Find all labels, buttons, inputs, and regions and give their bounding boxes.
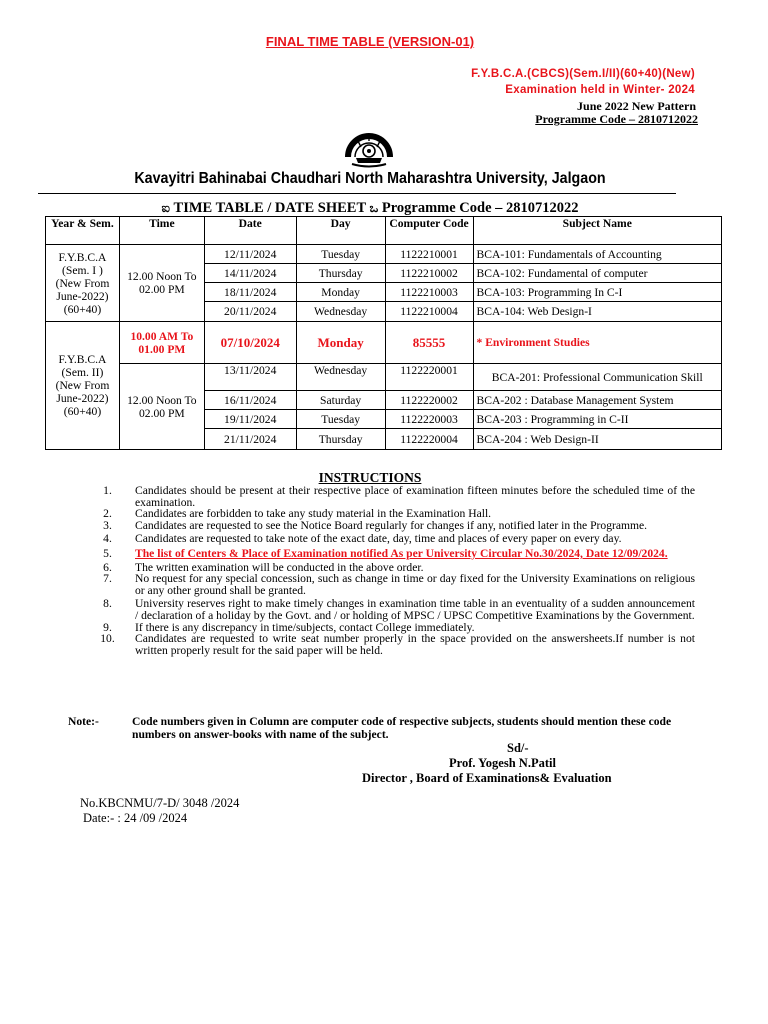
date-cell: 13/11/2024	[204, 364, 296, 391]
code-cell: 1122220002	[385, 391, 473, 410]
signatory-name: Prof. Yogesh N.Patil	[449, 756, 556, 770]
item-text: Candidates are requested to write seat number properly in the space provided on the answersheets.If number is not written properly result for the said paper will be held.	[135, 632, 695, 657]
list-item	[80, 598, 695, 621]
code-cell: 85555	[385, 322, 473, 364]
item-number: 2.	[103, 507, 112, 521]
item-text: No request for any special concession, such as change in time or day fixed for the University Examinations on religious or any other ground shall be granted.	[135, 572, 695, 597]
programme-code-line: Programme Code – 2810712022	[535, 112, 698, 126]
year-sem-cell: F.Y.B.C.A (Sem. I ) (New From June-2022) (60+40)	[46, 245, 120, 322]
col-header: Subject Name	[473, 217, 722, 245]
item-text: University reserves right to make timely changes in examination time table in an eventuality of a sudden announcement / declaration of a holiday by the Govt. and / or holding of MPSC / UPSC Competitive Examinations by the Government.	[135, 597, 695, 622]
header-divider	[38, 193, 676, 194]
table-row	[46, 245, 722, 264]
pattern-line: June 2022 New Pattern	[577, 99, 696, 113]
list-item	[80, 548, 695, 560]
date-cell: 21/11/2024	[204, 429, 296, 450]
note-text: Code numbers given in Column are computer code of respective subjects, students should mention these code numbers on answer-books with name of the subject.	[132, 715, 672, 741]
university-emblem-icon	[342, 127, 396, 169]
item-text: If there is any discrepancy in time/subjects, contact College immediately.	[135, 620, 475, 634]
subject-cell: BCA-102: Fundamental of computer	[473, 264, 722, 283]
signatory-designation: Director , Board of Examinations& Evaluation	[362, 771, 612, 785]
item-text: Candidates are requested to see the Notice Board regularly for changes if any, notified later in the Programme.	[135, 518, 648, 532]
day-cell: Tuesday	[296, 245, 385, 264]
item-number: 3.	[103, 518, 112, 532]
item-number: 1.	[103, 484, 112, 497]
day-cell: Monday	[296, 283, 385, 302]
date-cell: 16/11/2024	[204, 391, 296, 410]
reference-number: No.KBCNMU/7-D/ 3048 /2024	[80, 796, 240, 810]
course-line: F.Y.B.C.A.(CBCS)(Sem.I/II)(60+40)(New)	[471, 68, 695, 80]
item-number: 7.	[103, 572, 112, 586]
subject-cell: BCA-101: Fundamentals of Accounting	[473, 245, 722, 264]
date-cell: 19/11/2024	[204, 410, 296, 429]
date-cell: 14/11/2024	[204, 264, 296, 283]
subject-cell: BCA-204 : Web Design-II	[473, 429, 722, 450]
list-item	[80, 485, 695, 508]
item-number: 8.	[103, 597, 112, 611]
item-number: 9.	[103, 620, 112, 634]
timetable-heading: ಐ TIME TABLE / DATE SHEET ಒ Programme Code – 2810712022	[161, 200, 579, 216]
day-cell: Thursday	[296, 264, 385, 283]
list-item	[80, 573, 695, 596]
day-cell: Wednesday	[296, 364, 385, 391]
time-cell: 12.00 Noon To 02.00 PM	[119, 245, 204, 322]
item-text: Candidates are forbidden to take any study material in the Examination Hall.	[135, 507, 492, 521]
subject-cell: BCA-104: Web Design-I	[473, 302, 722, 322]
right-ornament-icon: ಒ	[369, 201, 379, 216]
instructions-heading: INSTRUCTIONS	[318, 470, 422, 485]
item-number: 5.	[103, 546, 112, 560]
date-cell: 20/11/2024	[204, 302, 296, 322]
item-number: 10.	[100, 632, 115, 646]
exam-session-line: Examination held in Winter- 2024	[505, 84, 695, 96]
day-cell: Tuesday	[296, 410, 385, 429]
code-cell: 1122210001	[385, 245, 473, 264]
centers-circular-notice: The list of Centers & Place of Examination notified As per University Circular No.30/2024, Date 12/09/2024.	[135, 546, 668, 560]
signature-mark: Sd/-	[507, 741, 529, 755]
list-item	[80, 520, 695, 532]
day-cell: Wednesday	[296, 302, 385, 322]
instructions-list	[80, 485, 695, 656]
col-header: Computer Code	[385, 217, 473, 245]
item-text: Candidates should be present at their respective place of examination fifteen minutes before the scheduled time of the examination.	[135, 484, 695, 509]
list-item	[80, 533, 695, 545]
subject-cell: BCA-203 : Programming in C-II	[473, 410, 722, 429]
day-cell: Monday	[296, 322, 385, 364]
col-header: Year & Sem.	[46, 217, 120, 245]
university-name: Kavayitri Bahinabai Chaudhari North Maharashtra University, Jalgaon	[134, 170, 606, 187]
subject-cell: * Environment Studies	[473, 322, 722, 364]
item-number: 4.	[103, 532, 112, 546]
day-cell: Thursday	[296, 429, 385, 450]
date-cell: 12/11/2024	[204, 245, 296, 264]
item-text: Candidates are requested to take note of the exact date, day, time and places of every paper on every day.	[135, 532, 622, 546]
date-cell: 18/11/2024	[204, 283, 296, 302]
table-row	[46, 364, 722, 391]
col-header: Date	[204, 217, 296, 245]
code-cell: 1122210004	[385, 302, 473, 322]
code-cell: 1122210002	[385, 264, 473, 283]
time-cell: 10.00 AM To 01.00 PM	[119, 322, 204, 364]
year-sem-cell: F.Y.B.C.A (Sem. II) (New From June-2022) (60+40)	[46, 322, 120, 450]
code-cell: 1122210003	[385, 283, 473, 302]
item-number: 6.	[103, 560, 112, 574]
subject-cell: BCA-103: Programming In C-I	[473, 283, 722, 302]
note-label: Note:-	[68, 715, 99, 728]
item-text: The written examination will be conducted in the above order.	[135, 560, 424, 574]
subject-cell: BCA-202 : Database Management System	[473, 391, 722, 410]
table-header-row	[46, 217, 722, 245]
code-cell: 1122220001	[385, 364, 473, 391]
code-cell: 1122220004	[385, 429, 473, 450]
date-cell: 07/10/2024	[204, 322, 296, 364]
note	[68, 715, 696, 741]
final-title: FINAL TIME TABLE (VERSION-01)	[265, 34, 475, 49]
col-header: Day	[296, 217, 385, 245]
time-cell: 12.00 Noon To 02.00 PM	[119, 364, 204, 450]
day-cell: Saturday	[296, 391, 385, 410]
list-item	[80, 633, 695, 656]
col-header: Time	[119, 217, 204, 245]
subject-cell: BCA-201: Professional Communication Skill	[473, 364, 722, 391]
timetable	[45, 216, 722, 450]
table-row-special	[46, 322, 722, 364]
reference-date: Date:- : 24 /09 /2024	[83, 811, 188, 825]
code-cell: 1122220003	[385, 410, 473, 429]
left-ornament-icon: ಐ	[161, 201, 170, 216]
